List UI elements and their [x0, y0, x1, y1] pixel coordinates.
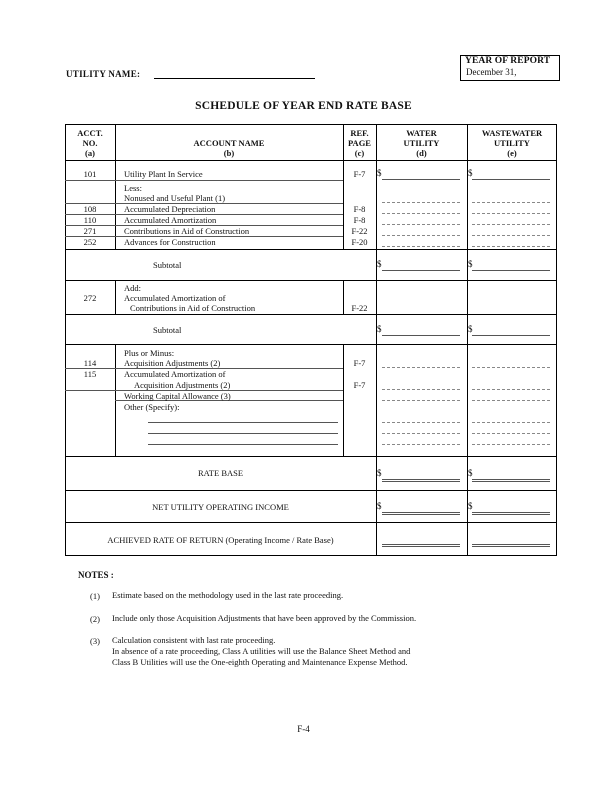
water-field-net-income-double: [382, 514, 460, 515]
name-271: Contributions in Aid of Construction: [124, 226, 250, 236]
water-field-252[interactable]: [382, 246, 460, 247]
water-field-115[interactable]: [382, 389, 460, 390]
waste-field-subtotal-1[interactable]: [472, 270, 550, 271]
col-water-header: [376, 128, 467, 158]
subtotal-1-label: Subtotal: [153, 260, 182, 270]
acct-115: 115: [83, 369, 97, 379]
col-acct-line2: NO.: [82, 138, 98, 148]
add-label: Add:: [124, 283, 141, 293]
waste-dollar-subtotal-2: $: [468, 324, 473, 334]
nonused-label: Nonused and Useful Plant (1): [124, 193, 226, 203]
acct-271: 271: [83, 226, 97, 236]
col-wastewater-header: [467, 128, 557, 158]
plus-minus-label: Plus or Minus:: [124, 348, 175, 358]
waste-field-101[interactable]: [472, 179, 550, 180]
ref-252: F-20: [351, 237, 368, 247]
note-3-line2: In absence of a rate proceeding, Class A utilities will use the Balance Sheet Method and: [112, 646, 411, 656]
water-field-108[interactable]: [382, 213, 460, 214]
col-acct-line3: (a): [85, 148, 95, 158]
working-capital-label: Working Capital Allowance (3): [124, 391, 231, 401]
name-115-line1: Accumulated Amortization of: [124, 369, 226, 379]
col-line-acct-2: [115, 280, 116, 314]
waste-field-252[interactable]: [472, 246, 550, 247]
ref-108: F-8: [353, 204, 366, 214]
water-field-rate-base-double: [382, 481, 460, 482]
name-115-line2: Acquisition Adjustments (2): [134, 380, 231, 390]
note-2-text: Include only those Acquisition Adjustments that have been approved by the Commission.: [112, 613, 417, 623]
name-110: Accumulated Amortization: [124, 215, 217, 225]
section-divider-6: [65, 490, 557, 491]
acct-110: 110: [83, 215, 97, 225]
section-divider-5: [65, 456, 557, 457]
water-field-271[interactable]: [382, 235, 460, 236]
section-divider-1: [65, 249, 557, 250]
waste-field-other-2[interactable]: [472, 433, 550, 434]
col-ref-line1: REF.: [350, 128, 369, 138]
col-water-line1: WATER: [406, 128, 437, 138]
ref-110: F-8: [353, 215, 366, 225]
section-divider-4: [65, 344, 557, 345]
schedule-title: SCHEDULE OF YEAR END RATE BASE: [195, 100, 412, 112]
note-3-number: (3): [90, 636, 100, 646]
col-name-header: [115, 138, 343, 158]
notes-title: NOTES :: [78, 570, 114, 580]
waste-dollar-101: $: [468, 168, 473, 178]
waste-field-114[interactable]: [472, 367, 550, 368]
name-272-line2: Contributions in Aid of Construction: [130, 303, 256, 313]
net-income-label: NET UTILITY OPERATING INCOME: [152, 502, 289, 512]
name-101: Utility Plant In Service: [124, 169, 203, 179]
utility-name-field[interactable]: [154, 78, 315, 79]
waste-field-115[interactable]: [472, 389, 550, 390]
water-field-achieved-double: [382, 546, 460, 547]
acct-272: 272: [83, 293, 97, 303]
achieved-rate-label: ACHIEVED RATE OF RETURN (Operating Income / Rate Base): [107, 535, 334, 545]
waste-field-nonused[interactable]: [472, 202, 550, 203]
col-ref-line2: PAGE: [348, 138, 371, 148]
water-field-other-2[interactable]: [382, 433, 460, 434]
water-field-subtotal-1[interactable]: [382, 270, 460, 271]
name-252: Advances for Construction: [124, 237, 216, 247]
waste-field-rate-base-double: [472, 481, 550, 482]
waste-field-achieved[interactable]: [472, 544, 550, 545]
other-specify-label: Other (Specify):: [124, 402, 180, 412]
name-272-line1: Accumulated Amortization of: [124, 293, 226, 303]
col-waste-line2: UTILITY: [494, 138, 530, 148]
water-field-101[interactable]: [382, 179, 460, 180]
note-3-line3: Class B Utilities will use the One-eighth Operating and Maintenance Expense Method.: [112, 657, 408, 667]
water-field-110[interactable]: [382, 224, 460, 225]
waste-dollar-subtotal-1: $: [468, 259, 473, 269]
acct-114: 114: [83, 358, 97, 368]
col-ref-line3: (c): [354, 148, 365, 158]
waste-dollar-rate-base: $: [468, 468, 473, 478]
waste-field-other-1[interactable]: [472, 422, 550, 423]
subtotal-2-label: Subtotal: [153, 325, 182, 335]
col-waste-line3: (e): [507, 148, 517, 158]
col-line-acct: [115, 124, 116, 249]
other-line-3[interactable]: [148, 444, 338, 445]
waste-field-subtotal-2[interactable]: [472, 335, 550, 336]
waste-field-net-income[interactable]: [472, 512, 550, 513]
waste-field-working-capital[interactable]: [472, 400, 550, 401]
waste-field-other-3[interactable]: [472, 444, 550, 445]
water-field-nonused[interactable]: [382, 202, 460, 203]
acct-252: 252: [83, 237, 97, 247]
section-divider-7: [65, 522, 557, 523]
december-label: December 31,: [466, 67, 517, 77]
water-field-subtotal-2[interactable]: [382, 335, 460, 336]
name-108: Accumulated Depreciation: [124, 204, 216, 214]
ref-114: F-7: [353, 358, 366, 368]
note-2-number: (2): [90, 614, 100, 624]
other-line-1[interactable]: [148, 422, 338, 423]
col-water-line2: UTILITY: [403, 138, 440, 148]
note-1-number: (1): [90, 591, 100, 601]
col-line-ref: [376, 124, 377, 556]
rate-base-label: RATE BASE: [197, 468, 244, 478]
ref-101: F-7: [353, 169, 366, 179]
waste-field-110[interactable]: [472, 224, 550, 225]
note-3-line1: Calculation consistent with last rate proceeding.: [112, 635, 276, 645]
water-dollar-subtotal-1: $: [377, 259, 382, 269]
water-field-114[interactable]: [382, 367, 460, 368]
water-dollar-101: $: [377, 168, 382, 178]
col-water-line3: (d): [416, 148, 427, 158]
ref-115: F-7: [353, 380, 366, 390]
header-divider: [65, 160, 557, 161]
less-label: Less:: [124, 183, 142, 193]
utility-name-label: UTILITY NAME:: [66, 69, 141, 79]
col-ref-header: [343, 128, 376, 158]
ref-272: F-22: [351, 303, 368, 313]
water-dollar-net-income: $: [377, 501, 382, 511]
water-field-working-capital[interactable]: [382, 400, 460, 401]
other-line-2[interactable]: [148, 433, 338, 434]
acct-101: 101: [83, 169, 97, 179]
waste-field-achieved-double: [472, 546, 550, 547]
col-name-line1: ACCOUNT NAME: [193, 138, 265, 148]
waste-dollar-net-income: $: [468, 501, 473, 511]
page-number: F-4: [297, 724, 310, 734]
water-field-other-3[interactable]: [382, 444, 460, 445]
col-acct-header: [65, 128, 115, 158]
waste-field-108[interactable]: [472, 213, 550, 214]
col-line-water: [467, 124, 468, 556]
row-sep-101: [65, 180, 343, 181]
water-field-other-1[interactable]: [382, 422, 460, 423]
water-field-rate-base[interactable]: [382, 479, 460, 480]
water-field-achieved[interactable]: [382, 544, 460, 545]
acct-108: 108: [83, 204, 97, 214]
water-field-net-income[interactable]: [382, 512, 460, 513]
water-dollar-subtotal-2: $: [377, 324, 382, 334]
col-waste-line1: WASTEWATER: [481, 128, 543, 138]
ref-271: F-22: [351, 226, 368, 236]
name-114: Acquisition Adjustments (2): [124, 358, 221, 368]
col-acct-line1: ACCT.: [77, 128, 103, 138]
note-1-text: Estimate based on the methodology used in the last rate proceeding.: [112, 590, 344, 600]
waste-field-271[interactable]: [472, 235, 550, 236]
section-divider-3: [65, 314, 557, 315]
year-of-report-label: YEAR OF REPORT: [465, 56, 551, 66]
col-name-line2: (b): [223, 148, 235, 158]
water-dollar-rate-base: $: [377, 468, 382, 478]
waste-field-net-income-double: [472, 514, 550, 515]
waste-field-rate-base[interactable]: [472, 479, 550, 480]
section-divider-2: [65, 280, 557, 281]
